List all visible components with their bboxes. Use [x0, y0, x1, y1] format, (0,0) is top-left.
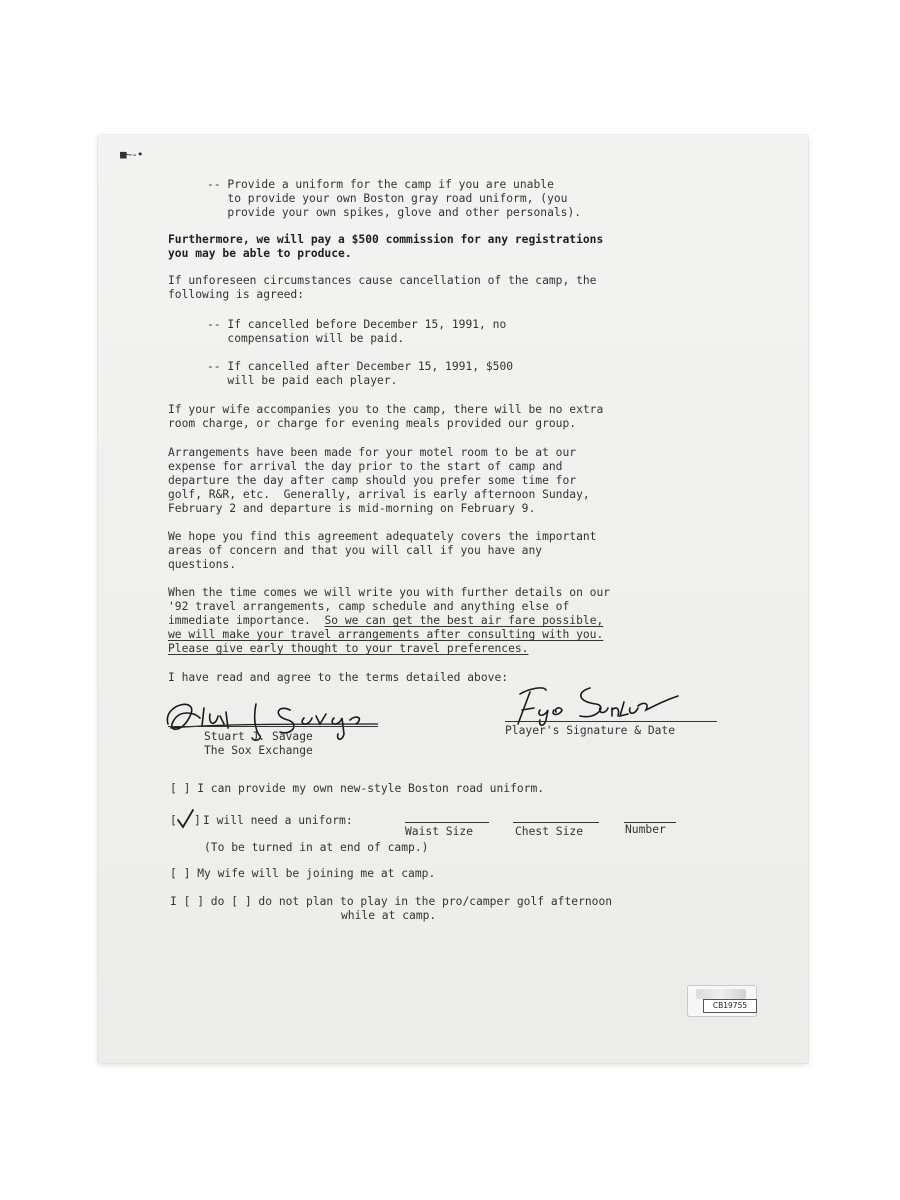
cancel-before-line-1: -- If cancelled before December 15, 1991, no [207, 318, 507, 331]
checkmark-icon [176, 808, 196, 830]
cancel-intro-line-2: following is agreed: [168, 288, 305, 301]
travel-line-1: When the time comes we will write you with further details on our [168, 586, 611, 599]
player-signature-label: Player's Signature & Date [505, 724, 676, 737]
cancel-after-line-2: will be paid each player. [207, 374, 398, 387]
wife-line-1: If your wife accompanies you to the camp, there will be no extra [168, 403, 604, 416]
hope-line-1: We hope you find this agreement adequately covers the important [168, 530, 597, 543]
player-signature [500, 680, 700, 730]
hope-line-2: areas of concern and that you will call if you have any [168, 544, 543, 557]
travel-line-3-underlined: So we can get the best air fare possible, [324, 614, 604, 627]
number-label: Number [625, 823, 666, 836]
uniform-line-2: to provide your own Boston gray road uniform, (you [207, 192, 568, 205]
travel-line-3-plain: immediate importance. [168, 614, 325, 627]
motel-line-4: golf, R&R, etc. Generally, arrival is early afternoon Sunday, [168, 488, 590, 501]
option-need-uniform-box-open: [ [170, 814, 177, 827]
chest-size-label: Chest Size [515, 825, 584, 838]
uniform-line-1: -- Provide a uniform for the camp if you are unable [207, 178, 554, 191]
agree-text: I have read and agree to the terms detailed above: [168, 671, 509, 684]
motel-line-3: departure the day after camp should you prefer some time for [168, 474, 577, 487]
option-need-uniform-box-close: ] [194, 814, 201, 827]
signer-company: The Sox Exchange [204, 744, 313, 757]
hologram-strip [696, 989, 746, 999]
left-signature-line [168, 726, 378, 727]
motel-line-5: February 2 and departure is mid-morning on February 9. [168, 502, 536, 515]
uniform-line-3: provide your own spikes, glove and other personals). [207, 206, 582, 219]
chest-size-line [513, 822, 599, 823]
waist-size-line [405, 822, 489, 823]
player-signature-line [505, 721, 717, 722]
motel-line-1: Arrangements have been made for your motel room to be at our [168, 446, 577, 459]
option-own-uniform: [ ] I can provide my own new-style Boston road uniform. [170, 782, 545, 795]
cancel-after-line-1: -- If cancelled after December 15, 1991, $500 [207, 360, 514, 373]
option-need-uniform: I will need a uniform: [203, 814, 353, 827]
waist-size-label: Waist Size [405, 825, 474, 838]
wife-line-2: room charge, or charge for evening meals provided our group. [168, 417, 577, 430]
turn-in-note: (To be turned in at end of camp.) [204, 841, 429, 854]
travel-line-2: '92 travel arrangements, camp schedule and anything else of [168, 600, 570, 613]
motel-line-2: expense for arrival the day prior to the start of camp and [168, 460, 563, 473]
travel-line-3 [168, 614, 603, 627]
paper-speck: ■~-• [120, 148, 143, 161]
commission-line-1: Furthermore, we will pay a $500 commission for any registrations [168, 233, 604, 246]
cancel-intro-line-1: If unforeseen circumstances cause cancellation of the camp, the [168, 274, 597, 287]
cancel-before-line-2: compensation will be paid. [207, 332, 405, 345]
option-golf-line-2: while at camp. [341, 909, 437, 922]
signer-name: Stuart J. Savage [204, 730, 313, 743]
option-wife-joining: [ ] My wife will be joining me at camp. [170, 867, 436, 880]
travel-line-5: Please give early thought to your travel preferences. [168, 642, 529, 655]
commission-line-2: you may be able to produce. [168, 247, 352, 260]
authentication-code: CB19755 [703, 999, 757, 1013]
travel-line-4: we will make your travel arrangements after consulting with you. [168, 628, 604, 641]
option-golf-line-1: I [ ] do [ ] do not plan to play in the pro/camper golf afternoon [170, 895, 613, 908]
hope-line-3: questions. [168, 558, 237, 571]
